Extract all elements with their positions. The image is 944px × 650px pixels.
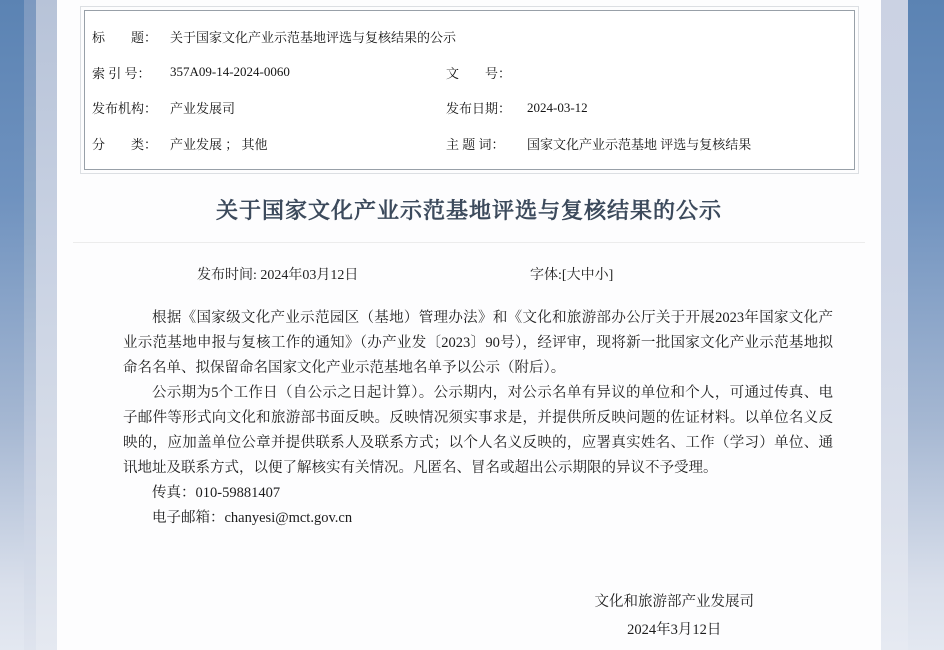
font-size-large-link[interactable]: 大 [566, 268, 581, 283]
paragraph-2: 公示期为5个工作日（自公示之日起计算）。公示期内，对公示名单有异议的单位和个人，可通过传真、电子邮件等形式向文化和旅游部书面反映。反映情况须实事求是，并提供所反映问题的佐证材料。以单位名义反映的，应加盖单位公章并提供联系人及联系方式；以个人名义反映的，应署真实姓名、工作（学习）单位、通讯地址及联系方式，以便了解核实有关情况。凡匿名、冒名或超出公示期限的异议不予受理。 [123, 385, 833, 476]
meta-row-index [85, 63, 854, 82]
signature-name: 文化和旅游部产业发展司 [594, 594, 754, 610]
meta-agency-label: 发布机构： [92, 101, 158, 117]
font-size-medium-link[interactable]: 中 [580, 268, 595, 283]
right-outer-band [908, 0, 944, 650]
meta-row-title [85, 27, 854, 46]
meta-keywords-label: 主 题 词： [446, 136, 505, 152]
meta-index-value: 357A09-14-2024-0060 [170, 64, 290, 80]
meta-row-category [85, 134, 854, 153]
meta-title-label: 标 题： [92, 30, 158, 46]
meta-pubdate-label: 发布日期： [446, 101, 512, 117]
font-size-label: 字体: [530, 268, 562, 283]
fax-line: 传真：010-59881407 [152, 485, 281, 501]
paragraph-1: 根据《国家级文化产业示范园区（基地）管理办法》和《文化和旅游部办公厅关于开展2023年国家文化产业示范基地申报与复核工作的通知》（办产业发〔2023〕90号），经评审，现将新一批国家文化产业示范基地拟命名名单、拟保留命名国家文化产业示范基地名单予以公示（附后）。 [123, 310, 833, 376]
meta-category-label: 分 类： [92, 136, 158, 152]
left-middle-band [24, 0, 36, 650]
document-title: 关于国家文化产业示范基地评选与复核结果的公示 [215, 198, 722, 223]
meta-keywords-value: 国家文化产业示范基地 评选与复核结果 [527, 136, 752, 152]
email-line: 电子邮箱：chanyesi@mct.gov.cn [152, 510, 353, 526]
publish-time: 发布时间: 2024年03月12日 [197, 268, 359, 283]
meta-docnumber-label: 文 号： [446, 65, 512, 81]
font-size-control [530, 268, 613, 283]
font-size-bracket-open: [ [561, 268, 567, 283]
left-inner-band [36, 0, 57, 650]
publish-info-row [197, 264, 841, 284]
font-size-bracket-close: ] [608, 268, 614, 283]
meta-title-value: 关于国家文化产业示范基地评选与复核结果的公示 [170, 30, 457, 46]
metadata-table [84, 10, 855, 170]
meta-agency-value: 产业发展司 [170, 101, 236, 117]
meta-index-label: 索 引 号： [92, 65, 151, 81]
meta-row-agency [85, 98, 854, 117]
title-divider [73, 242, 865, 243]
font-size-small-link[interactable]: 小 [594, 268, 609, 283]
left-gradient-band [0, 0, 57, 650]
left-outer-band [0, 0, 24, 650]
article-body [123, 306, 833, 531]
right-gradient-band [881, 0, 944, 650]
meta-category-value: 产业发展 ； 其他 [170, 136, 268, 152]
signature-block [595, 588, 755, 644]
document-page [57, 0, 881, 650]
right-inner-band [881, 0, 908, 650]
meta-pubdate-value: 2024-03-12 [527, 99, 588, 115]
signature-date: 2024年3月12日 [627, 622, 722, 638]
